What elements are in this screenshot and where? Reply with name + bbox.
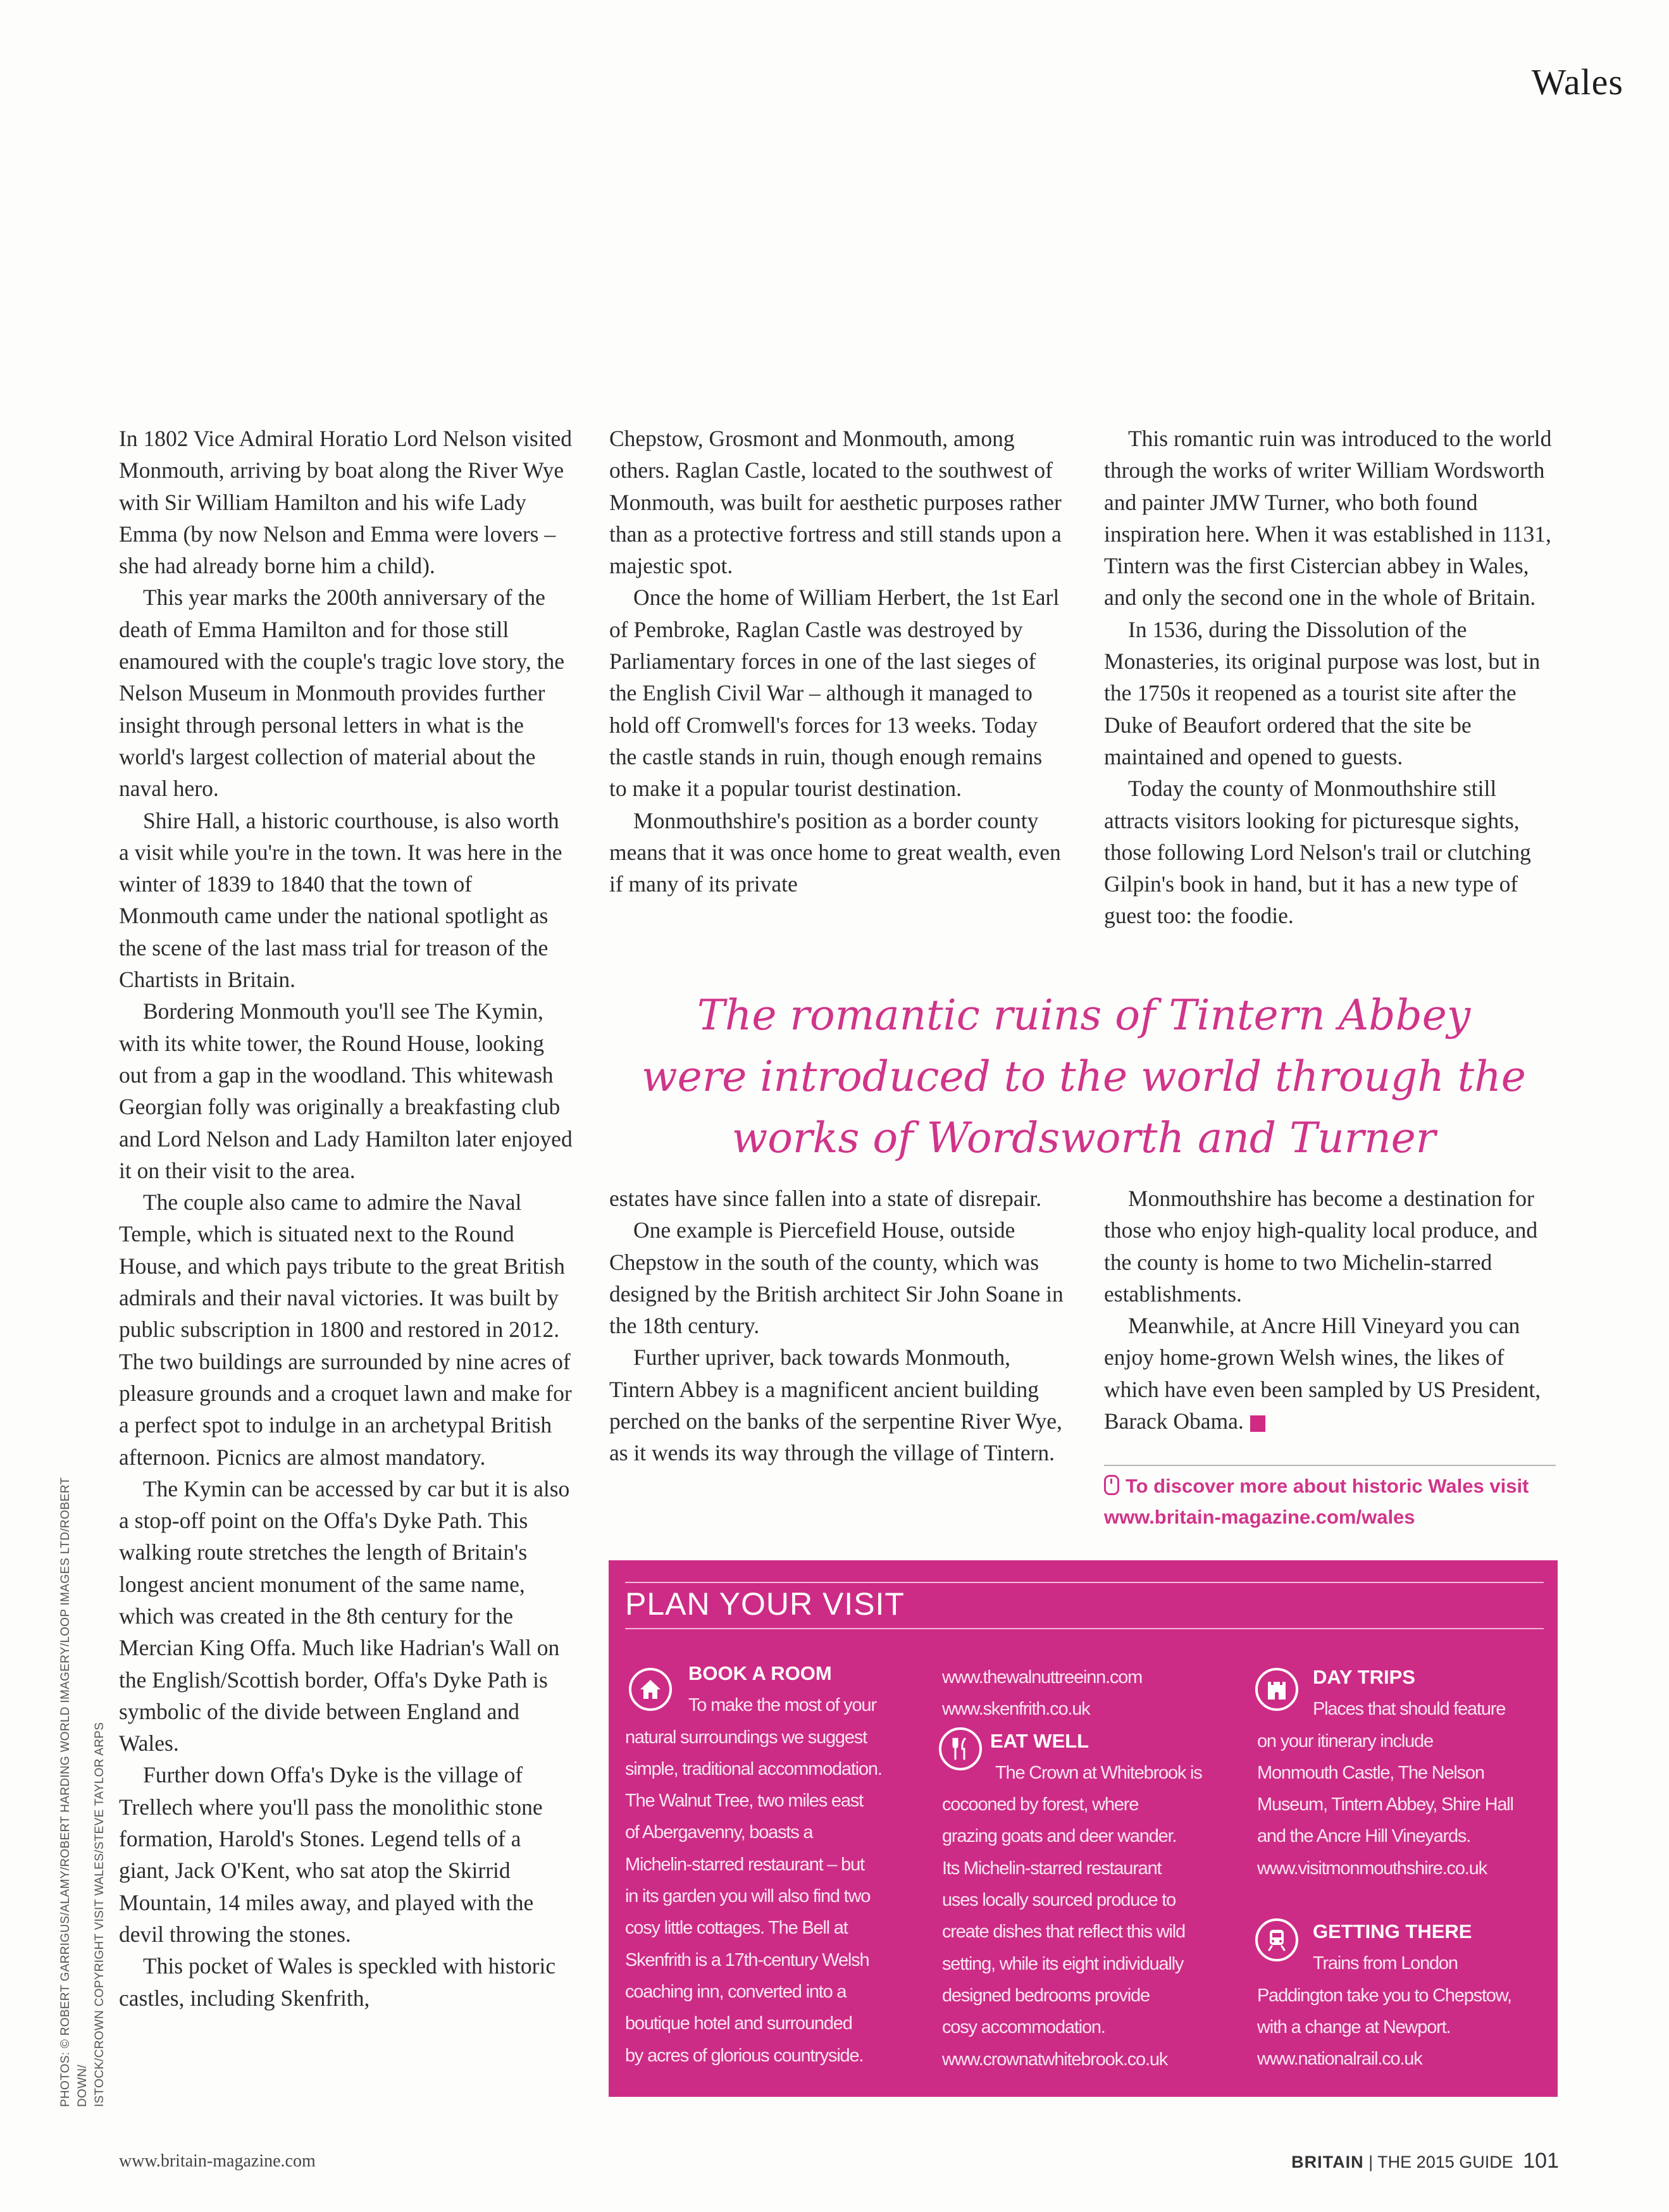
end-mark: B: [1250, 1415, 1265, 1432]
paragraph: estates have since fallen into a state of disrepair.: [609, 1186, 1042, 1211]
getting-there-heading: GETTING THERE: [1313, 1920, 1472, 1943]
eat-well-section: [942, 1662, 1233, 2075]
paragraph: In 1802 Vice Admiral Horatio Lord Nelson visited Monmouth, arriving by boat along the River Wye with Sir William Hamilton and his wife Lady Emma (by now Nelson and Emma were lovers – she had already borne him a child).: [119, 426, 572, 579]
paragraph: Further upriver, back towards Monmouth, Tintern Abbey is a magnificent ancient building perched on the banks of the serpentine River Wye, as it wends its way through the village of Tintern.: [609, 1345, 1062, 1466]
paragraph: Chepstow, Grosmont and Monmouth, among others. Raglan Castle, located to the southwest of Monmouth, was built for aesthetic purposes rather than as a protective fortress and still stands upon a majestic spot.: [609, 426, 1062, 579]
article-column-3-bottom: [1104, 1183, 1560, 1437]
page-number: 101: [1523, 2149, 1559, 2173]
text-line: of Abergavenny, boasts a: [625, 1822, 813, 1843]
paragraph: This romantic ruin was introduced to the world through the works of writer William Wordsworth and painter JMW Turner, who both found inspiration here. When it was established in 1131, Tintern was the first Cistercian abbey in Wales, and only the second one in the whole of Britain.: [1104, 426, 1552, 611]
guide-title: THE 2015 GUIDE: [1377, 2153, 1513, 2172]
paragraph: The Kymin can be accessed by car but it is also a stop-off point on the Offa's Dyke Path. This walking route stretches the length of Britain's longest ancient monument of the same name, which was created in the 8th century for the Mercian King Offa. Much like Hadrian's Wall on the English/Scottish border, Offa's Dyke Path is symbolic of the divide between England and Wales.: [119, 1476, 570, 1756]
text-line: designed bedrooms provide: [942, 1985, 1150, 2006]
footer-folio: [1291, 2149, 1559, 2173]
text-line: The Crown at Whitebrook is: [995, 1762, 1202, 1783]
link[interactable]: www.thewalnuttreeinn.com: [942, 1667, 1143, 1687]
text-line: Paddington take you to Chepstow,: [1257, 1985, 1511, 2006]
plan-your-visit-box: [609, 1560, 1558, 2097]
discover-more: [1104, 1470, 1560, 1532]
paragraph-text: Meanwhile, at Ancre Hill Vineyard you can enjoy home-grown Welsh wines, the likes of which have even been sampled by US President, Barack Obama.: [1104, 1313, 1541, 1434]
photo-credit-line: PHOTOS: © ROBERT GARRIGUS/ALAMY/ROBERT HARDING WORLD IMAGERY/LOOP IMAGES LTD/ROBERT DOWN/: [59, 1477, 89, 2107]
text-line: simple, traditional accommodation.: [625, 1758, 882, 1779]
link[interactable]: www.visitmonmouthshire.co.uk: [1257, 1858, 1487, 1879]
text-line: by acres of glorious countryside.: [625, 2045, 864, 2066]
plan-your-visit-title: PLAN YOUR VISIT: [625, 1586, 905, 1622]
link[interactable]: www.nationalrail.co.uk: [1257, 2049, 1422, 2070]
article-column-1: [119, 423, 574, 2014]
discover-link[interactable]: www.britain-magazine.com/wales: [1104, 1506, 1415, 1528]
text-line: Its Michelin-starred restaurant: [942, 1858, 1162, 1879]
footer-url[interactable]: www.britain-magazine.com: [119, 2151, 316, 2171]
eat-well-heading: EAT WELL: [990, 1729, 1089, 1752]
text-line: boutique hotel and surrounded: [625, 2013, 852, 2034]
text-line: cosy accommodation.: [942, 2017, 1105, 2038]
divider: [1104, 1465, 1556, 1466]
pull-quote-line: were introduced to the world through the: [642, 1052, 1526, 1101]
text-line: natural surroundings we suggest: [625, 1727, 867, 1748]
pull-quote-line: works of Wordsworth and Turner: [731, 1114, 1436, 1162]
separator: |: [1368, 2153, 1374, 2172]
text-line: with a change at Newport.: [1257, 2016, 1451, 2037]
text-line: Trains from London: [1313, 1953, 1458, 1974]
text-line: The Walnut Tree, two miles east: [625, 1791, 863, 1811]
mouse-icon: [1104, 1475, 1119, 1495]
paragraph: The couple also came to admire the Naval Temple, which is situated next to the Round House, and which pays tribute to the great British admirals and their naval victories. It was built by public subscription in 1800 and restored in 2012. The two buildings are surrounded by nine acres of pleasure grounds and a croquet lawn and make for a perfect spot to indulge in an archetypal British afternoon. Picnics are almost mandatory.: [119, 1190, 572, 1470]
link[interactable]: www.crownatwhitebrook.co.uk: [942, 2049, 1168, 2070]
text-line: Monmouth Castle, The Nelson: [1257, 1762, 1484, 1783]
paragraph: In 1536, during the Dissolution of the Monasteries, its original purpose was lost, but in the 1750s it reopened as a tourist site after the Duke of Beaufort ordered that the site be maintained and opened to guests.: [1104, 616, 1541, 769]
text-line: setting, while its eight individually: [942, 1953, 1184, 1974]
text-line: grazing goats and deer wander.: [942, 1826, 1177, 1847]
photo-credit: [57, 1468, 108, 2107]
photo-credit-line: ISTOCK/CROWN COPYRIGHT VISIT WALES/STEVE TAYLOR ARPS: [93, 1722, 106, 2107]
link[interactable]: www.skenfrith.co.uk: [942, 1699, 1090, 1720]
paragraph: [1104, 1310, 1560, 1437]
paragraph: Further down Offa's Dyke is the village of Trellech where you'll pass the monolithic stone formation, Harold's Stones. Legend tells of a giant, Jack O'Kent, who sat atop the Skirrid Mountain, 14 miles away, and played with the devil throwing the stones.: [119, 1762, 543, 1947]
paragraph: One example is Piercefield House, outside Chepstow in the south of the county, which was designed by the British architect Sir John Soane in the 18th century.: [609, 1217, 1064, 1339]
book-a-room-section: [625, 1662, 916, 2072]
paragraph: Monmouthshire's position as a border county means that it was once home to great wealth, even if many of its private: [609, 807, 1061, 897]
paragraph: Bordering Monmouth you'll see The Kymin, with its white tower, the Round House, looking out from a gap in the woodland. This whitewash Georgian folly was originally a breakfasting club and Lord Nelson and Lady Hamilton later enjoyed it on their visit to the area.: [119, 998, 573, 1183]
text-line: Places that should feature: [1313, 1699, 1506, 1720]
text-line: To make the most of your: [688, 1695, 876, 1716]
paragraph: Monmouthshire has become a destination for those who enjoy high-quality local produce, and the county is home to two Michelin-starred establishments.: [1104, 1186, 1538, 1307]
text-line: and the Ancre Hill Vineyards.: [1257, 1826, 1471, 1847]
text-line: on your itinerary include: [1257, 1730, 1433, 1751]
section-title: Wales: [1531, 61, 1623, 103]
paragraph: Today the county of Monmouthshire still attracts visitors looking for picturesque sights, those following Lord Nelson's trail or clutching Gilpin's book in hand, but it has a new type of guest too: the foodie.: [1104, 776, 1531, 929]
day-trips-section: [1257, 1662, 1548, 2075]
text-line: cosy little cottages. The Bell at: [625, 1918, 848, 1939]
text-line: Skenfrith is a 17th-century Welsh: [625, 1949, 869, 1970]
text-line: Museum, Tintern Abbey, Shire Hall: [1257, 1794, 1513, 1815]
article-column-2-bottom: [609, 1183, 1065, 1469]
paragraph: Once the home of William Herbert, the 1st Earl of Pembroke, Raglan Castle was destroyed by Parliamentary forces in one of the last sieges of the English Civil War – although it managed to hold off Cromwell's forces for 13 weeks. Today the castle stands in ruin, though enough remains to make it a popular tourist destination.: [609, 585, 1060, 802]
text-line: in its garden you will also find two: [625, 1886, 871, 1907]
article-column-2-top: [609, 423, 1065, 900]
text-line: Michelin-starred restaurant – but: [625, 1854, 864, 1875]
book-a-room-heading: BOOK A ROOM: [688, 1662, 832, 1684]
divider: [625, 1582, 1544, 1583]
text-line: uses locally sourced produce to: [942, 1890, 1176, 1911]
magazine-brand: BRITAIN: [1291, 2153, 1364, 2172]
pull-quote: [609, 985, 1558, 1169]
text-line: create dishes that reflect this wild: [942, 1922, 1185, 1942]
pull-quote-line: The romantic ruins of Tintern Abbey: [697, 991, 1471, 1040]
paragraph: This year marks the 200th anniversary of the death of Emma Hamilton and for those still enamoured with the couple's tragic love story, the Nelson Museum in Monmouth provides further insight through personal letters in what is the world's largest collection of material about the naval hero.: [119, 585, 565, 802]
discover-text: To discover more about historic Wales visit: [1126, 1475, 1529, 1497]
day-trips-heading: DAY TRIPS: [1313, 1666, 1415, 1688]
text-line: coaching inn, converted into a: [625, 1981, 847, 2002]
paragraph: This pocket of Wales is speckled with historic castles, including Skenfrith,: [119, 1953, 556, 2011]
text-line: cocooned by forest, where: [942, 1794, 1139, 1815]
paragraph: Shire Hall, a historic courthouse, is also worth a visit while you're in the town. It was here in the winter of 1839 to 1840 that the town of Monmouth came under the national spotlight as the scene of the last mass trial for treason of the Chartists in Britain.: [119, 807, 562, 993]
article-column-3-top: [1104, 423, 1560, 932]
divider: [625, 1628, 1544, 1629]
